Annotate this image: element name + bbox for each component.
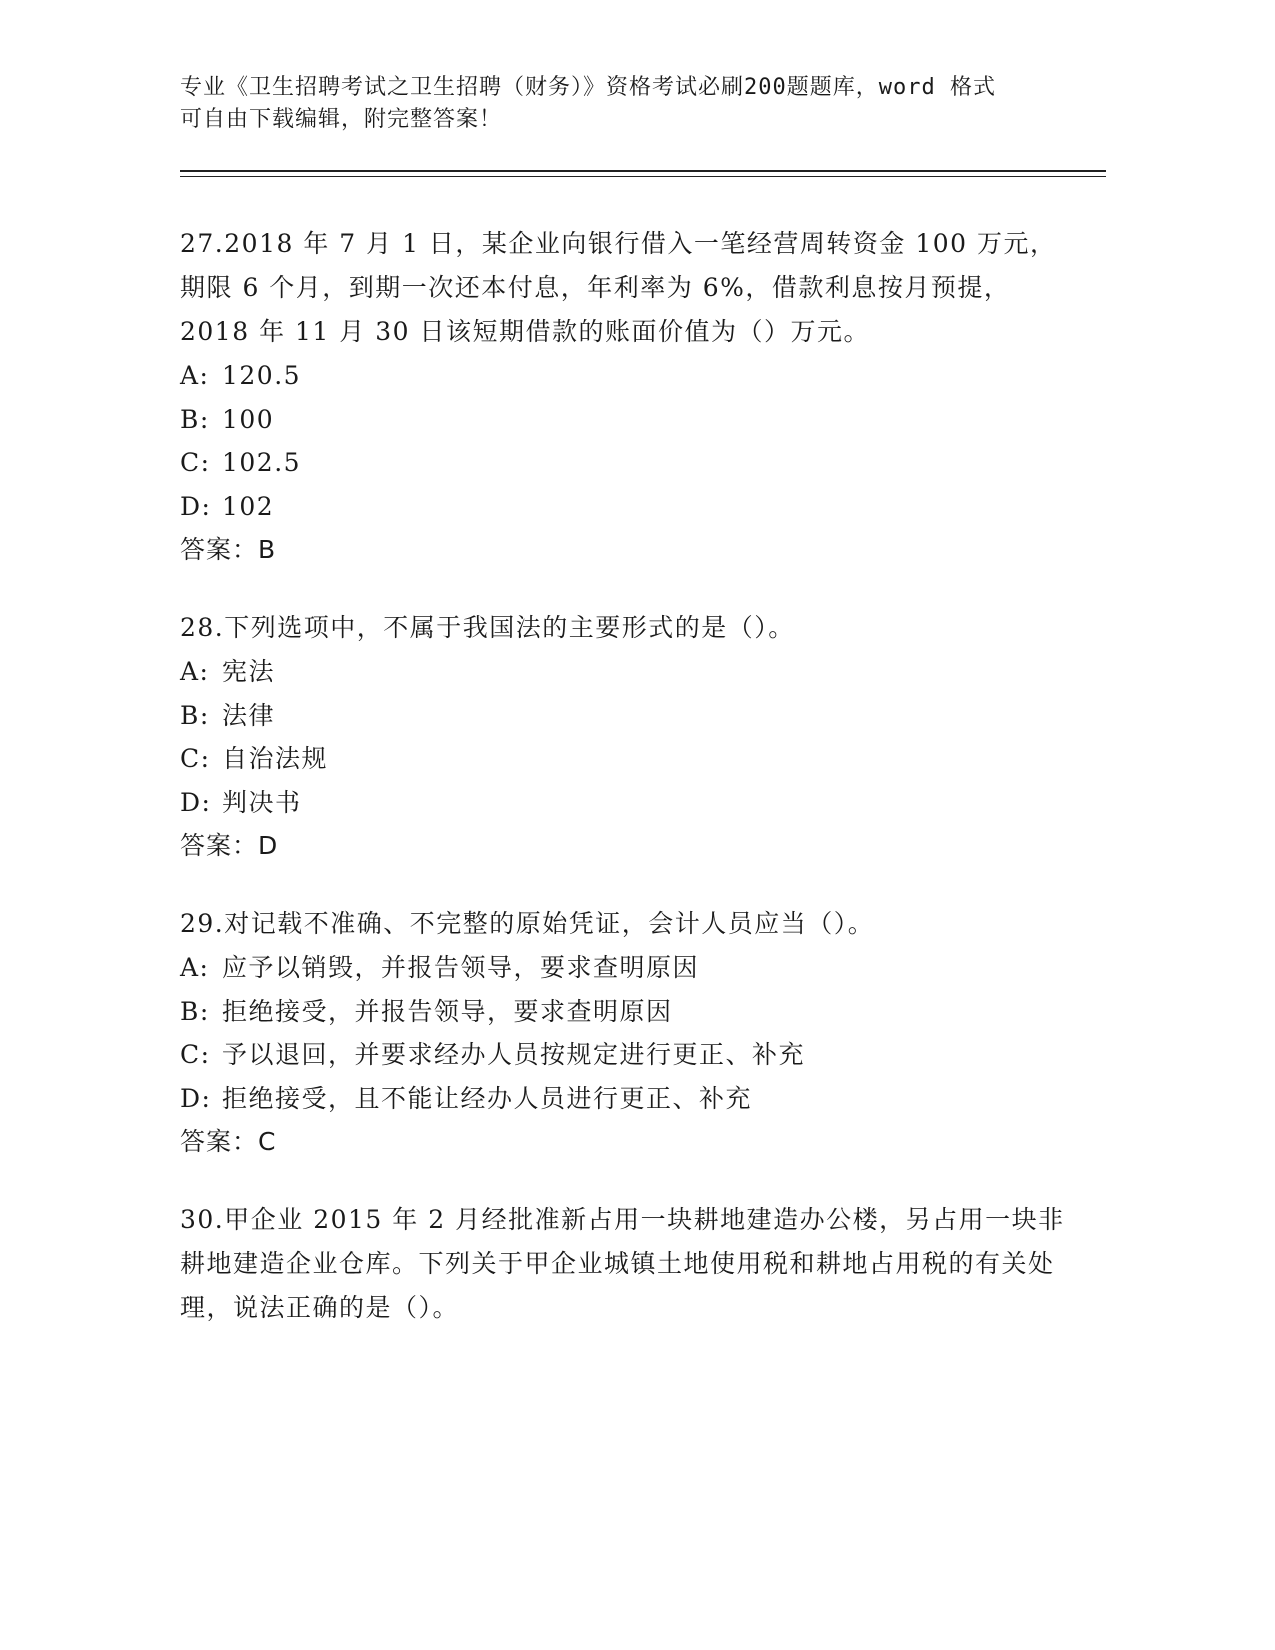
question-29 xyxy=(180,902,1080,1164)
question-stem: 27.2018 年 7 月 1 日，某企业向银行借入一笔经营周转资金 100 万元，期限 6 个月，到期一次还本付息，年利率为 6%，借款利息按月预提，2018 年 11 月 30 日该短期借款的账面价值为（）万元。 xyxy=(180,229,1057,346)
option-text: 120.5 xyxy=(222,361,302,390)
option-text: 宪法 xyxy=(222,657,276,686)
question-27 xyxy=(180,222,1080,572)
answer-line: 答案：D xyxy=(180,831,279,860)
option-text: 拒绝接受，并报告领导，要求查明原因 xyxy=(222,996,673,1026)
option-d xyxy=(180,1077,1080,1121)
option-letter: B: xyxy=(180,404,210,434)
option-text: 102 xyxy=(222,491,275,521)
question-28 xyxy=(180,606,1080,868)
option-text: 法律 xyxy=(222,700,276,730)
answer-line: 答案：C xyxy=(180,1127,277,1156)
option-b xyxy=(180,990,1080,1034)
option-d xyxy=(180,781,1080,825)
option-letter: D: xyxy=(180,491,212,521)
option-text: 予以退回，并要求经办人员按规定进行更正、补充 xyxy=(222,1040,806,1069)
option-letter: C: xyxy=(180,448,211,477)
question-stem: 29.对记载不准确、不完整的原始凭证，会计人员应当（）。 xyxy=(180,909,875,938)
option-text: 判决书 xyxy=(222,787,302,817)
option-c xyxy=(180,441,1080,485)
option-letter: A: xyxy=(180,361,210,390)
document-header xyxy=(180,72,1080,136)
option-a xyxy=(180,946,1080,990)
option-b xyxy=(180,694,1080,738)
option-text: 102.5 xyxy=(222,448,302,477)
option-letter: B: xyxy=(180,996,210,1026)
option-letter: C: xyxy=(180,744,211,773)
header-line-1: 专业《卫生招聘考试之卫生招聘（财务）》资格考试必刷200题题库，word 格式 xyxy=(180,75,996,100)
answer-line: 答案：B xyxy=(180,535,277,564)
option-text: 自治法规 xyxy=(222,744,329,773)
option-c xyxy=(180,1033,1080,1077)
option-c xyxy=(180,737,1080,781)
question-30 xyxy=(180,1198,1080,1330)
option-d xyxy=(180,485,1080,529)
question-stem: 30.甲企业 2015 年 2 月经批准新占用一块耕地建造办公楼，另占用一块非耕地建造企业仓库。下列关于甲企业城镇土地使用税和耕地占用税的有关处理，说法正确的是（）。 xyxy=(180,1205,1065,1322)
option-letter: C: xyxy=(180,1040,211,1069)
option-letter: A: xyxy=(180,953,210,982)
option-letter: B: xyxy=(180,700,210,730)
option-letter: D: xyxy=(180,787,212,817)
option-b xyxy=(180,398,1080,442)
option-a xyxy=(180,354,1080,398)
header-divider-thin xyxy=(180,176,1106,177)
question-stem: 28.下列选项中，不属于我国法的主要形式的是（）。 xyxy=(180,613,795,642)
header-line-2: 可自由下载编辑，附完整答案！ xyxy=(180,107,503,132)
header-divider-thick xyxy=(180,170,1106,172)
option-letter: D: xyxy=(180,1083,212,1113)
option-text: 100 xyxy=(222,404,275,434)
option-text: 拒绝接受，且不能让经办人员进行更正、补充 xyxy=(222,1083,753,1113)
option-a xyxy=(180,650,1080,694)
option-letter: A: xyxy=(180,657,210,686)
question-list xyxy=(180,222,1080,1364)
option-text: 应予以销毁，并报告领导，要求查明原因 xyxy=(222,953,700,982)
